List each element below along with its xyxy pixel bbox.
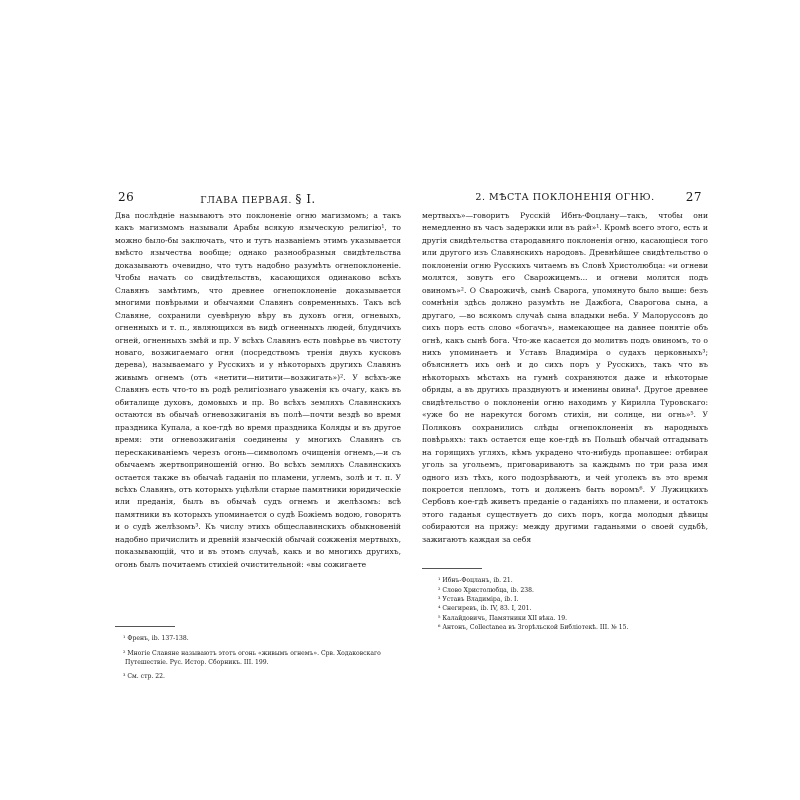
- body-text: мертвыхъ»—говоритъ Русскій Ибнъ-Фоцлану—такъ, чтобы они немедленно въ часъ задержки или въ рай»¹. Кромѣ всего этого, есть и другія свидѣтельства стародавняго поклоненія огню, касающіеся того или другого изъ Славянскихъ народовъ. Древнѣйшее свидѣтельство о поклоненіи огню Русскихъ читаемъ въ Словѣ Христолюбца: «и огневи молятся, зовутъ его Сварожицемъ... и огневи молятся подъ овиномъ»². О Сварожичѣ, сынѣ Сварога, упомянуто было выше: безъ сомнѣнія здѣсь должно разумѣть не Дажбога, Сварогова сына, а другаго, —во всякомъ случаѣ сына владыки неба. У Малоруссовъ до сихъ поръ есть слово «богачъ», намекающее на давнее понятіе объ огнѣ, какъ сынѣ бога. Что-же касается до молитвъ подъ овиномъ, то о нихъ упоминаетъ и Уставъ Владиміра о судахъ церковныхъ³; объясняетъ ихъ онѣ и до сихъ поръ у Русскихъ, такъ что въ нѣкоторыхъ мѣстахъ на гумнѣ сохраняются даже и нѣкоторые обряды, а въ другихъ празднуютъ и именины овина⁴. Другое древнее свидѣтельство о поклоненіи огню находимъ у Кирилла Туровскаго: «уже бо не нарекутся богомъ стихія, ни солнце, ни огнь»⁵. У Поляковъ сохранились слѣды огнепоклоненія въ народныхъ повѣрьяхъ: такъ остается еще кое-гдѣ въ Польшѣ обычай отгадывать на горящихъ угляхъ, кѣмъ украдено что-нибудь пропавшее: отбирая уголь за угольемъ, приговариваютъ за каждымъ по три раза имя одного изъ тѣхъ, кого подозрѣваютъ, и чей уголекъ въ это время покроется пепломъ, тотъ и долженъ быть воромъ⁶. У Лужицкихъ Сербовъ кое-гдѣ живетъ преданіе о гаданіяхъ по пламени, и остатокъ этого гаданья существуетъ до сихъ поръ, когда молодыя дѣвицы собираются на пряжу: между другими гаданьями о своей судьбѣ, зажигаютъ каждая за себя: [422, 211, 708, 544]
- footnotes: [113, 634, 403, 682]
- footnote: ² Многіе Славяне называютъ этотъ огонь «живымъ огнемъ». Срв. Ходаковскаго Путешествіе. Рус. Истор. Сборникъ. III. 199.: [123, 649, 381, 666]
- footnote: ³ См. стр. 22.: [123, 673, 165, 681]
- footnote: ⁴ Снегиревъ, ib. IV, 83. I, 201.: [438, 605, 532, 613]
- running-head: [420, 188, 710, 208]
- section-title: 2. МѢСТА ПОКЛОНЕНІЯ ОГНЮ.: [475, 192, 655, 203]
- page-number: 27: [685, 190, 702, 204]
- running-title: ГЛАВА ПЕРВАЯ.: [200, 195, 292, 206]
- footnotes: [420, 576, 710, 632]
- footnote-rule: [422, 568, 482, 569]
- section-mark: § I.: [295, 192, 316, 206]
- page-number: 26: [118, 190, 135, 204]
- running-head: [113, 188, 403, 208]
- right-page: [420, 188, 710, 633]
- footnote: ² Слово Христолюбца, ib. 238.: [438, 586, 534, 594]
- footnote: ¹ Ибнъ-Фоцланъ, ib. 21.: [438, 577, 513, 585]
- footnote-rule: [115, 626, 175, 627]
- left-page: [113, 188, 403, 687]
- footnote: ³ Уставъ Владиміра, ib. I.: [438, 596, 519, 604]
- footnote: ⁵ Калайдовичъ, Памятники XII вѣка. 19.: [438, 614, 568, 622]
- footnote: ¹ Френъ, ib. 137-138.: [123, 635, 189, 643]
- chapter-title: [113, 192, 403, 206]
- body-text: Два послѣдніе называютъ это поклоненіе огню магизмомъ; а такъ какъ магизмомъ называли Арабы всякую языческую религію¹, то можно было-бы заключать, что и тутъ названіемъ этимъ указывается вмѣсто язычества вообще; однако разнообразныя свидѣтельства доказываютъ очевидно, что тутъ надобно разумѣть огнепоклоненіе. Чтобы начать со свидѣтельствъ, касающихся одинаково всѣхъ Славянъ замѣтимъ, что древнее огнепоклоненіе доказывается многими повѣрьями и обычаями Славянъ современныхъ. Такъ всѣ Славяне, сохранили суевѣрную вѣру въ духовъ огня, огневыхъ, огненныхъ и т. п., являющихся въ видѣ огненныхъ людей, блудячихъ огней, огненныхъ змѣй и пр. У всѣхъ Славянъ есть повѣрье въ чистоту новаго, возжигаемаго огня (посредствомъ тренія двухъ кусковъ дерева), называемаго у Русскихъ и у нѣкоторыхъ другихъ Славянъ живымъ огнемъ (отъ «нетити—нитити—возжигать»)². У всѣхъ-же Славянъ есть что-то въ родѣ религіознаго уваженія къ очагу, какъ въ обиталище духовъ, домовыхъ и пр. Во всѣхъ земляхъ Славянскихъ остаются въ обычаѣ огневозжиганія въ полѣ—почти вездѣ во время праздника Купала, а кое-гдѣ во время праздника Коляды и въ другое время: эти огневозжиганія соединены у многихъ Славянъ съ перескакиваніемъ черезъ огонь—символомъ очищенія огнемъ,—и съ обычаемъ жертвоприношеній огню. Во всѣхъ земляхъ Славянскихъ остается также въ обычаѣ гаданія по пламени, углемъ, золѣ и т. п. У всѣхъ Славянъ, отъ которыхъ уцѣлѣли старые памятники юридическіе или преданія, былъ въ обычаѣ судъ огнемъ и желѣзомъ: всѣ памятники въ которыхъ упоминается о судѣ Божіемъ водою, говорятъ и о судѣ желѣзомъ³. Къ числу этихъ общеславянскихъ обыкновеній надобно причислить и древній языческій обычай сожженія мертвыхъ, показывающій, что и въ этомъ случаѣ, какъ и во многихъ другихъ, огонь былъ почитаемъ стихіей очистительной: «вы сожигаете: [115, 211, 401, 569]
- footnote: ⁶ Антонъ, Collectanea въ Згорѣльской Библіотекѣ. III. № 15.: [438, 624, 629, 632]
